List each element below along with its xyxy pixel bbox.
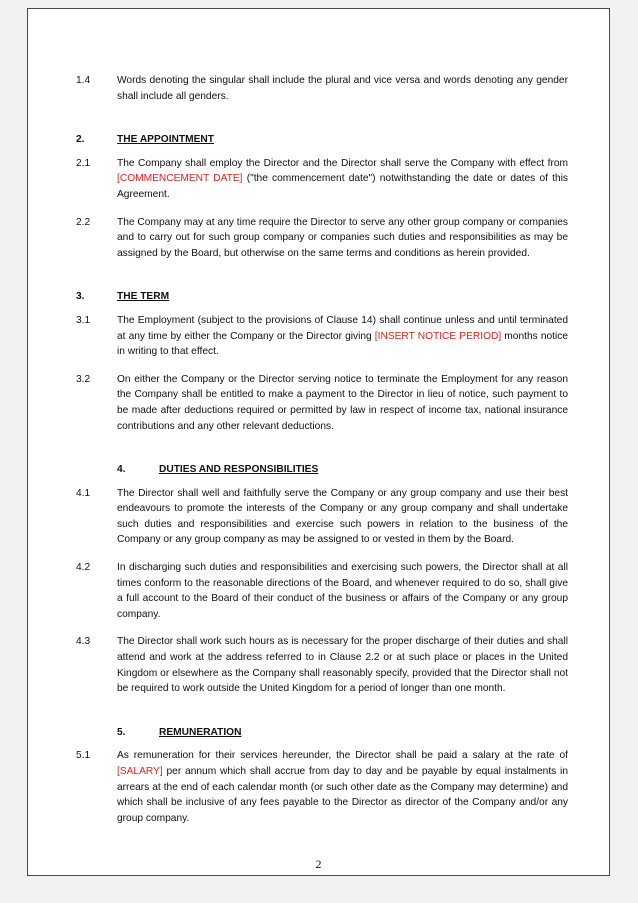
clause-number: 1.4: [76, 75, 91, 86]
section-number: 3.: [76, 291, 85, 303]
section-heading-duties: [76, 462, 568, 478]
clause-number: 3.2: [76, 373, 91, 385]
clause-text-part: per annum which shall accrue from day to day and be payable by equal instalments in arrears at the end of each calendar month (or such other date as the Company may determine) and which shall be inclusive of any fees payable to the Director as director of the Company and/or any group company.: [117, 766, 568, 824]
clause-number: 4.3: [76, 636, 91, 648]
placeholder-salary: [SALARY]: [117, 766, 163, 777]
clause-3-2: [76, 372, 568, 434]
clause-number: 2.1: [76, 157, 91, 169]
clause-text: Words denoting the singular shall include the plural and vice versa and words denoting any gender shall include all genders.: [117, 75, 568, 102]
section-number: 2.: [76, 134, 85, 146]
section-heading-appointment: [76, 132, 568, 148]
page-number: 2: [315, 857, 322, 871]
clause-4-1: [76, 486, 568, 548]
section-title: DUTIES AND RESPONSIBILITIES: [159, 464, 319, 476]
clause-text: In discharging such duties and responsibilities and exercising such powers, the Director shall at all times conform to the reasonable directions of the Board, and whenever required to do so, shall give a full account to the Board of their conduct of the business or affairs of the Company or any group company.: [117, 562, 568, 620]
clause-text: On either the Company or the Director serving notice to terminate the Employment for any reason the Company shall be entitled to make a payment to the Director in lieu of notice, such payment to be made after deductions required or permitted by law in respect of income tax, national insurance contributions and any other relevant deductions.: [117, 373, 568, 432]
clause-2-1: [76, 156, 568, 203]
clause-text-part: As remuneration for their services hereunder, the Director shall be paid a salary at the rate of: [117, 750, 568, 762]
section-number: 4.: [117, 464, 126, 476]
placeholder-commencement-date: [COMMENCEMENT DATE]: [117, 173, 243, 185]
clause-number: 5.1: [76, 750, 91, 762]
clause-number: 2.2: [76, 216, 91, 228]
document-body: [76, 73, 568, 838]
clause-text-part: ("the commencement date") notwithstanding the date or dates of this Agreement.: [117, 173, 568, 200]
section-title: THE TERM: [117, 291, 170, 303]
clause-text-part: The Company shall employ the Director and the Director shall serve the Company with effect from: [117, 157, 568, 169]
clause-text: [117, 748, 568, 826]
clause-text: The Director shall well and faithfully serve the Company or any group company and use their best endeavours to promote the interests of the Company or any group company and shall undertake such duties and responsibilities and exercise such powers in relation to the business of the Company or any group company as may be assigned to or vested in them by the Board.: [117, 487, 568, 546]
clause-2-2: [76, 215, 568, 262]
clause-number: 4.2: [76, 562, 91, 574]
section-heading-remuneration: [76, 725, 568, 741]
clause-number: 3.1: [76, 314, 91, 326]
section-title: THE APPOINTMENT: [117, 134, 214, 146]
placeholder-notice-period: [INSERT NOTICE PERIOD]: [374, 330, 502, 342]
clause-1-4: [76, 73, 568, 104]
clause-5-1: [76, 748, 568, 826]
section-title: REMUNERATION: [159, 726, 242, 738]
clause-number: 4.1: [76, 487, 91, 499]
clause-text: [117, 156, 568, 203]
section-number: 5.: [117, 726, 126, 738]
clause-text-part: months notice in writing to that effect.: [117, 330, 568, 358]
clause-4-2: [76, 560, 568, 622]
clause-text: [117, 313, 568, 360]
clause-4-3: [76, 634, 568, 696]
document-page: [27, 8, 610, 876]
section-heading-term: [76, 289, 568, 305]
clause-text: The Director shall work such hours as is necessary for the proper discharge of their duties and shall attend and work at the address referred to in Clause 2.2 or at such place or places in the United Kingdom or elsewhere as the Company shall reasonably specify, provided that the Director shall not be required to work outside the United Kingdom for a period of longer than one month.: [117, 636, 568, 695]
clause-text: The Company may at any time require the Director to serve any other group company or companies and to carry out for such group company or companies such duties and responsibilities as may be assigned by the Board, but otherwise on the same terms and conditions as herein provided.: [117, 216, 568, 259]
clause-3-1: [76, 313, 568, 360]
clause-text-part: The Employment (subject to the provisions of Clause 14) shall continue unless and until terminated at any time by either the Company or the Director giving: [117, 314, 568, 342]
